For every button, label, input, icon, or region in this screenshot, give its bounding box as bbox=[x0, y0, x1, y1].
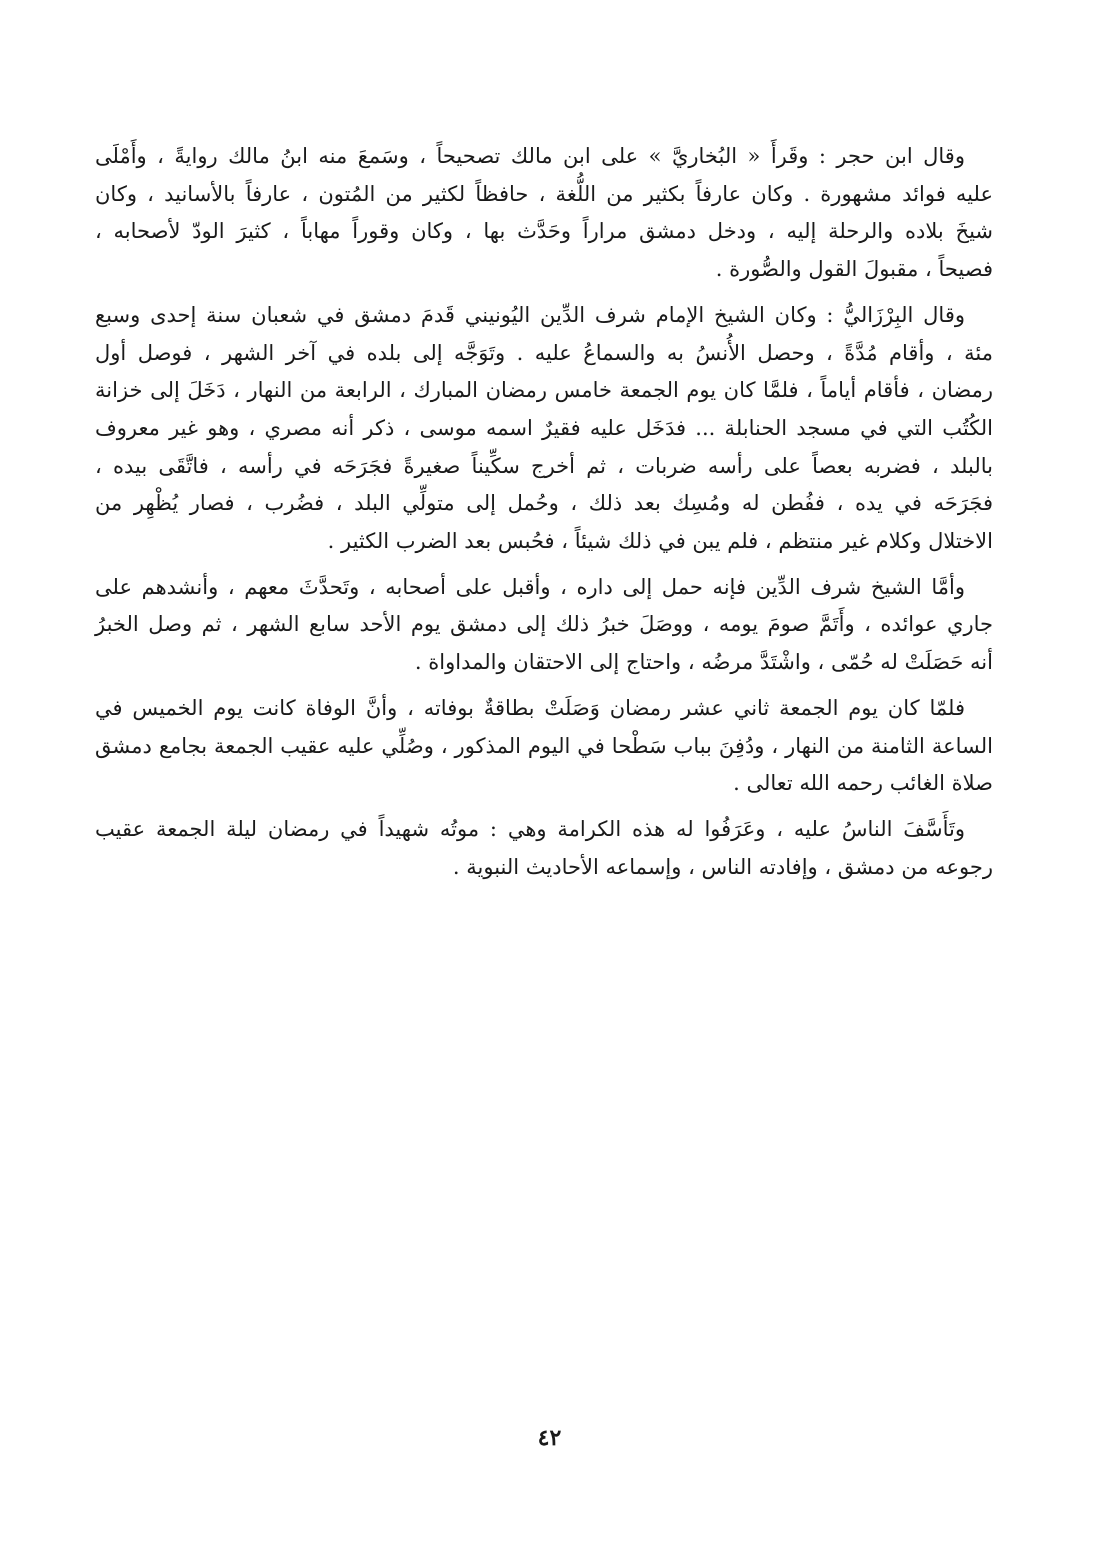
text-line: رمضان ، فأقام أياماً ، فلمَّا كان يوم الجمعة خامس رمضان المبارك ، الرابعة من النهار ، دَخَلَ إلى خزانة bbox=[95, 378, 993, 403]
text-line: فجَرَحَه في يده ، ففُطن له ومُسِك بعد ذلك ، وحُمل إلى متولِّي البلد ، فضُرب ، فصار يُظْهِر من bbox=[95, 491, 993, 516]
text-line: وتَأَسَّفَ الناسُ عليه ، وعَرَفُوا له هذه الكرامة وهي : موتُه شهيداً في رمضان ليلة الجمعة عقيب bbox=[95, 816, 965, 841]
text-line: جاري عوائده ، وأَتَمَّ صومَ يومه ، ووصَلَ خبرُ ذلك إلى دمشق يوم الأحد سابع الشهر ، ثم وصل الخبرُ bbox=[95, 612, 993, 637]
text-line: وأمَّا الشيخ شرف الدِّين فإنه حمل إلى داره ، وأقبل على أصحابه ، وتَحدَّثَ معهم ، وأنشدهم على bbox=[95, 574, 965, 599]
paragraph-ibn-hajar bbox=[95, 138, 993, 289]
text-line: بالبلد ، فضربه بعصاً على رأسه ضربات ، ثم أخرج سكِّيناً صغيرةً فجَرَحَه في رأسه ، فاتَّقَى بيده ، bbox=[95, 453, 993, 478]
text-line: أنه حَصَلَتْ له حُمّى ، واشْتَدَّ مرضُه ، واحتاج إلى الاحتقان والمداواة . bbox=[414, 650, 993, 675]
text-line: الاختلال وكلام غير منتظم ، فلم يبن في ذلك شيئاً ، فحُبس بعد الضرب الكثير . bbox=[327, 529, 993, 554]
text-line: فصيحاً ، مقبولَ القول والصُّورة . bbox=[715, 257, 993, 282]
text-line: فلمّا كان يوم الجمعة ثاني عشر رمضان وَصَلَتْ بطاقةٌ بوفاته ، وأنَّ الوفاة كانت يوم الخميس في bbox=[95, 695, 965, 720]
text-line: الكُتُب التي في مسجد الحنابلة ... فدَخَل عليه فقيرٌ اسمه موسى ، ذكر أنه مصري ، وهو غير معروف bbox=[95, 415, 993, 440]
text-line: الساعة الثامنة من النهار ، ودُفِنَ بباب سَطْحا في اليوم المذكور ، وصُلِّي عليه عقيب الجمعة بجامع دمشق bbox=[95, 733, 993, 758]
paragraph-sharaf-aldin bbox=[95, 569, 993, 682]
page-number: ٤٢ bbox=[537, 1425, 562, 1451]
body-text bbox=[95, 138, 993, 894]
text-line: وقال البِرْزَاليُّ : وكان الشيخ الإمام شرف الدِّين اليُونيني قَدمَ دمشق في شعبان سنة إحدى وسبع bbox=[95, 302, 965, 327]
text-line: وقال ابن حجر : وقَرأَ « البُخاريَّ » على ابن مالك تصحيحاً ، وسَمعَ منه ابنُ مالك روايةً ، وأَمْلَى bbox=[95, 144, 965, 168]
text-line: شيخَ بلاده والرحلة إليه ، ودخل دمشق مراراً وحَدَّث بها ، وكان وقوراً مهاباً ، كثيرَ الودّ لأصحابه ، bbox=[95, 219, 993, 244]
text-line: مئة ، وأقام مُدَّةً ، وحصل الأُنسُ به والسماعُ عليه . وتَوَجَّه إلى بلده في آخر الشهر ، فوصل أول bbox=[95, 340, 993, 365]
text-line: عليه فوائد مشهورة . وكان عارفاً بكثير من اللُّغة ، حافظاً لكثير من المُتون ، عارفاً بالأسانيد ، وكان bbox=[95, 181, 993, 206]
text-line: صلاة الغائب رحمه الله تعالى . bbox=[733, 771, 993, 796]
paragraph-mourning bbox=[95, 811, 993, 886]
paragraph-death-news bbox=[95, 690, 993, 803]
paragraph-birzali bbox=[95, 297, 993, 561]
text-line: رجوعه من دمشق ، وإفادته الناس ، وإسماعه الأحاديث النبوية . bbox=[452, 854, 993, 879]
